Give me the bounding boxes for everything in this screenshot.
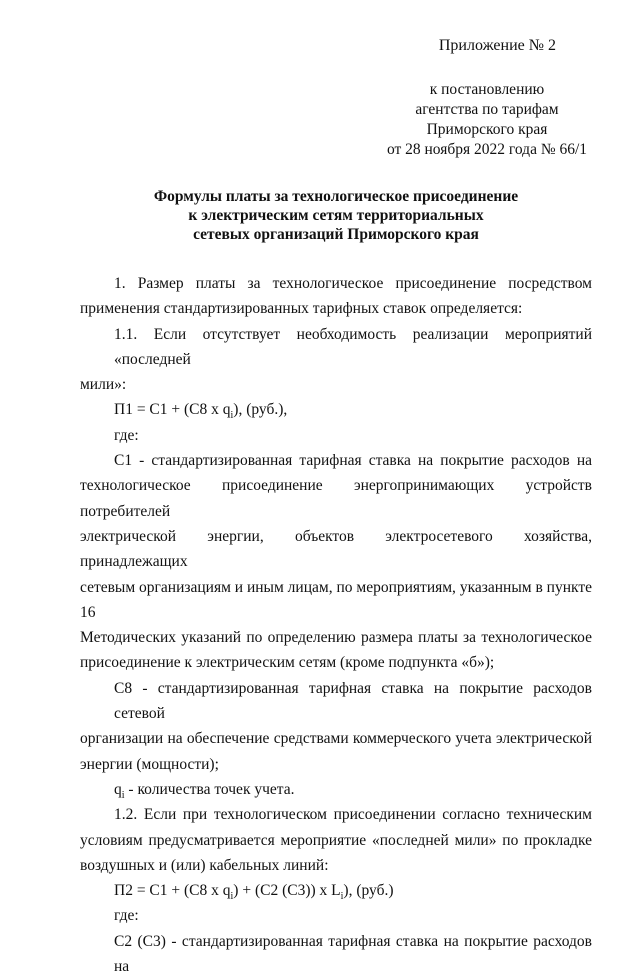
paragraph-line: мили»: <box>80 376 127 394</box>
decree-line: Приморского края <box>426 121 548 138</box>
formula-subscript: i <box>121 790 125 802</box>
formula-text: ), (руб.) <box>343 882 394 900</box>
paragraph-line: 1.1. Если отсутствует необходимость реализации мероприятий «последней <box>114 325 592 368</box>
document-title <box>80 187 592 244</box>
title-line: Формулы платы за технологическое присоединение <box>153 188 519 205</box>
paragraph-line: Методических указаний по определению размера платы за технологическое <box>80 629 592 647</box>
title-line: сетевых организаций Приморского края <box>193 226 479 243</box>
title-line: к электрическим сетям территориальных <box>188 207 484 224</box>
definition-c1 <box>80 448 592 676</box>
where-label: где: <box>114 907 139 925</box>
decree-reference <box>382 80 592 160</box>
paragraph-line: сетевым организациям и иным лицам, по мероприятиям, указанным в пункте 16 <box>80 578 592 621</box>
paragraph-1 <box>80 271 592 322</box>
formula-subscript: i <box>340 891 344 903</box>
where-label: где: <box>114 426 139 444</box>
definition-qi: $q_i$ - количества точек учета. <box>114 780 295 802</box>
formula-text: П1 = С1 + (С8 х q <box>114 401 231 419</box>
paragraph-line: технологическое присоединение энергопринимающих устройств потребителей <box>80 477 592 520</box>
decree-line: агентства по тарифам <box>415 101 559 118</box>
paragraph-line: присоединение к электрическим сетям (кроме подпункта «б»); <box>80 654 495 672</box>
paragraph-line: С8 - стандартизированная тарифная ставка на покрытие расходов сетевой <box>114 679 592 723</box>
formula-subscript: i <box>230 891 234 903</box>
paragraph-line: энергии (мощности); <box>80 755 219 773</box>
formula-text: ) + (С2 (С3)) х L <box>233 882 341 900</box>
paragraph-line: С1 - стандартизированная тарифная ставка на покрытие расходов на <box>114 452 592 470</box>
paragraph-line: электрической энергии, объектов электросетевого хозяйства, принадлежащих <box>80 527 592 571</box>
paragraph-1-2 <box>80 802 592 878</box>
paragraph-line: условиям предусматривается мероприятие «последней мили» по прокладке <box>80 831 592 849</box>
definition-c2 <box>80 929 592 979</box>
paragraph-line: 1. Размер платы за технологическое присоединение посредством <box>114 275 592 292</box>
paragraph-line: применения стандартизированных тарифных ставок определяется: <box>80 300 523 318</box>
formula-p1 <box>80 397 592 422</box>
paragraph-line: воздушных и (или) кабельных линий: <box>80 856 329 874</box>
paragraph-1-1 <box>80 322 592 398</box>
paragraph-line: организации на обеспечение средствами коммерческого учета электрической <box>80 730 592 748</box>
definition-c8 <box>80 676 592 777</box>
decree-line: к постановлению <box>429 81 545 98</box>
document-body <box>80 271 592 979</box>
paragraph-line: С2 (С3) - стандартизированная тарифная ставка на покрытие расходов на <box>114 932 592 976</box>
formula-text: ), (руб.), <box>233 401 288 419</box>
decree-line: от 28 ноября 2022 года № 66/1 <box>386 141 588 158</box>
formula-text: П2 = С1 + (С8 х q <box>114 882 231 900</box>
paragraph-line: 1.2. Если при технологическом присоединении согласно техническим <box>114 806 592 824</box>
appendix-label: Приложение № 2 <box>438 37 556 54</box>
formula-p2 <box>80 878 592 903</box>
formula-subscript: i <box>230 410 234 422</box>
